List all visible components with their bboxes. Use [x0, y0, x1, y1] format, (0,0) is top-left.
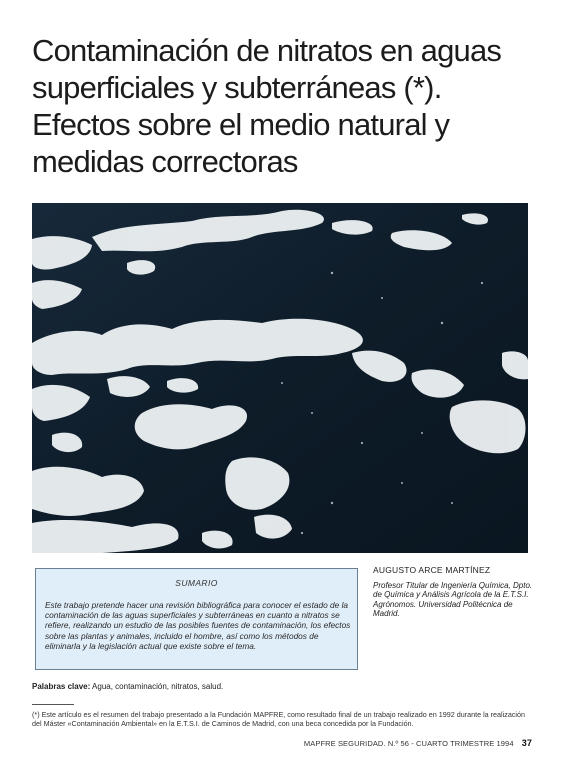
author-affiliation: Profesor Titular de Ingeniería Química, Dpto. de Química y Análisis Agrícola de la E.T.S.I. Agrónomos. Universidad Politécnica de Madrid. — [373, 580, 533, 618]
page-number: 37 — [521, 738, 532, 748]
author-name: AUGUSTO ARCE MARTÍNEZ — [373, 565, 491, 575]
keywords-label: Palabras clave: — [32, 682, 91, 691]
keywords-values: Agua, contaminación, nitratos, salud. — [92, 682, 224, 691]
aerial-water-photo — [32, 203, 528, 553]
summary-text: Este trabajo pretende hacer una revisión bibliográfica para conocer el estado de la contaminación de las aguas superficiales y subterráneas en cuanto a nitratos se refiere, realizando un estudio de las posibles fuentes de contaminación, los efectos sobre las plantas y animales, incluido el hombre, así como los métodos de eliminarla y la legislación actual que existe sobre el tema. — [45, 600, 351, 651]
footnote: (*) Este artículo es el resumen del trabajo presentado a la Fundación MAPFRE, como resultado final de un trabajo realizado en 1992 durante la realización del Máster «Contaminación Ambiental» en la E.T.S.I. de Caminos de Madrid, con una beca concedida por la Fundación. — [32, 710, 526, 728]
keywords — [32, 682, 223, 691]
journal-name: MAPFRE SEGURIDAD. N.º 56 - CUARTO TRIMESTRE 1994 — [303, 739, 514, 748]
footnote-divider — [32, 704, 74, 705]
author-block — [373, 566, 533, 619]
summary-box — [35, 568, 358, 670]
summary-title: SUMARIO — [175, 578, 218, 588]
article-title: Contaminación de nitratos en aguas superficiales y subterráneas (*). Efectos sobre el medio natural y medidas correctoras — [32, 33, 502, 179]
aerial-water-photo-icon — [32, 203, 528, 553]
page-footer — [304, 738, 532, 748]
